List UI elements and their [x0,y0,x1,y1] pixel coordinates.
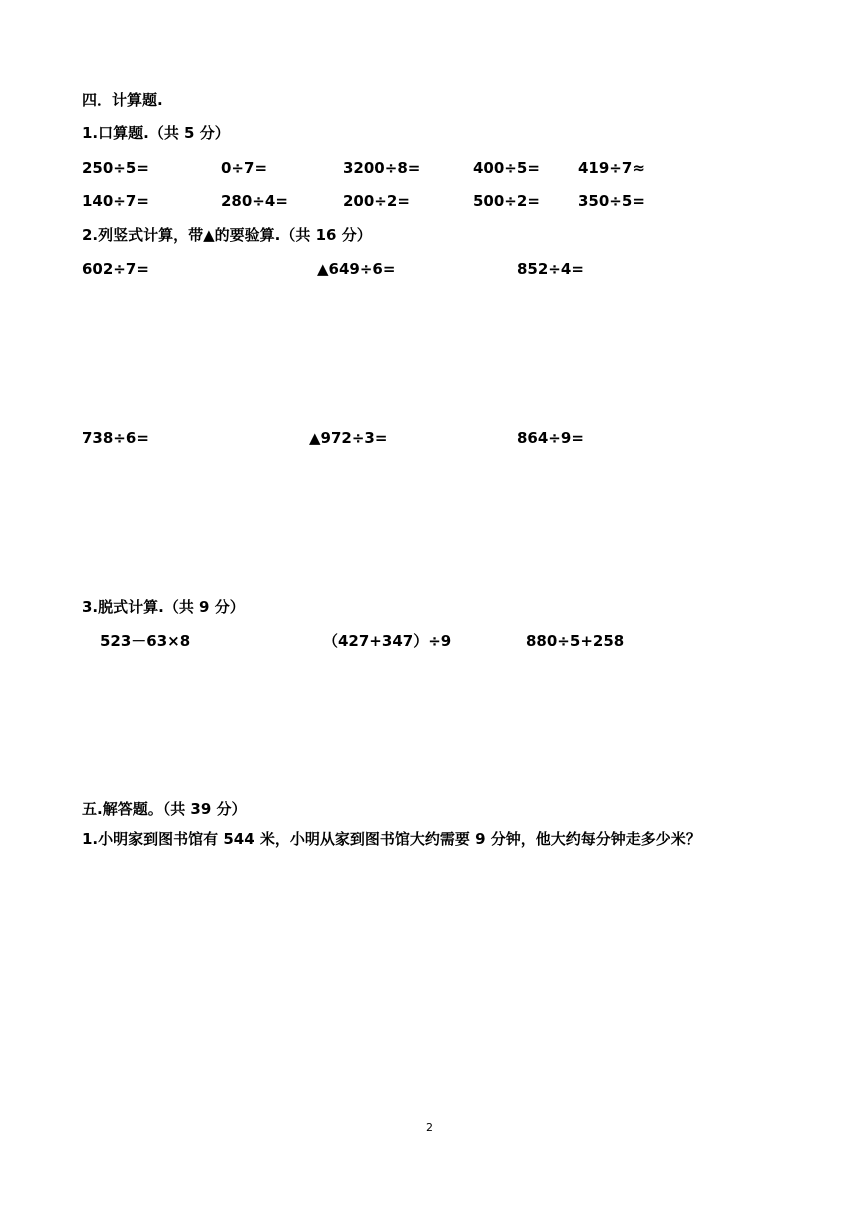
vertical-calc-item: 864÷9= [517,429,584,447]
vertical-calc-item: 738÷6= [82,429,149,447]
oral-item: 140÷7= [82,192,149,210]
page-number: 2 [426,1121,433,1134]
stepwise-calc-item: 523－63×8 [100,632,191,650]
section4-title: 四．计算题. [82,91,163,109]
vertical-calc-item: ▲649÷6= [317,260,396,278]
oral-item: 400÷5= [473,159,540,177]
oral-item: 350÷5= [578,192,645,210]
oral-item: 250÷5= [82,159,149,177]
oral-item: 3200÷8= [343,159,421,177]
vertical-calc-item: 602÷7= [82,260,149,278]
vertical-calc-item: 852÷4= [517,260,584,278]
vertical-calc-item: ▲972÷3= [309,429,388,447]
oral-item: 200÷2= [343,192,410,210]
word-problem-1: 1.小明家到图书馆有 544 米，小明从家到图书馆大约需要 9 分钟，他大约每分钟走多少米？ [82,830,701,848]
q3-label: 3.脱式计算.（共 9 分） [82,598,245,616]
stepwise-calc-item: （427+347）÷9 [323,632,452,650]
oral-item: 500÷2= [473,192,540,210]
stepwise-calc-item: 880÷5+258 [526,632,625,650]
oral-item: 0÷7= [221,159,268,177]
q2-label: 2.列竖式计算，带▲的要验算.（共 16 分） [82,226,372,244]
q1-label: 1.口算题.（共 5 分） [82,124,230,142]
oral-item: 280÷4= [221,192,288,210]
oral-item: 419÷7≈ [578,159,645,177]
section5-title: 五.解答题。（共 39 分） [82,800,247,818]
